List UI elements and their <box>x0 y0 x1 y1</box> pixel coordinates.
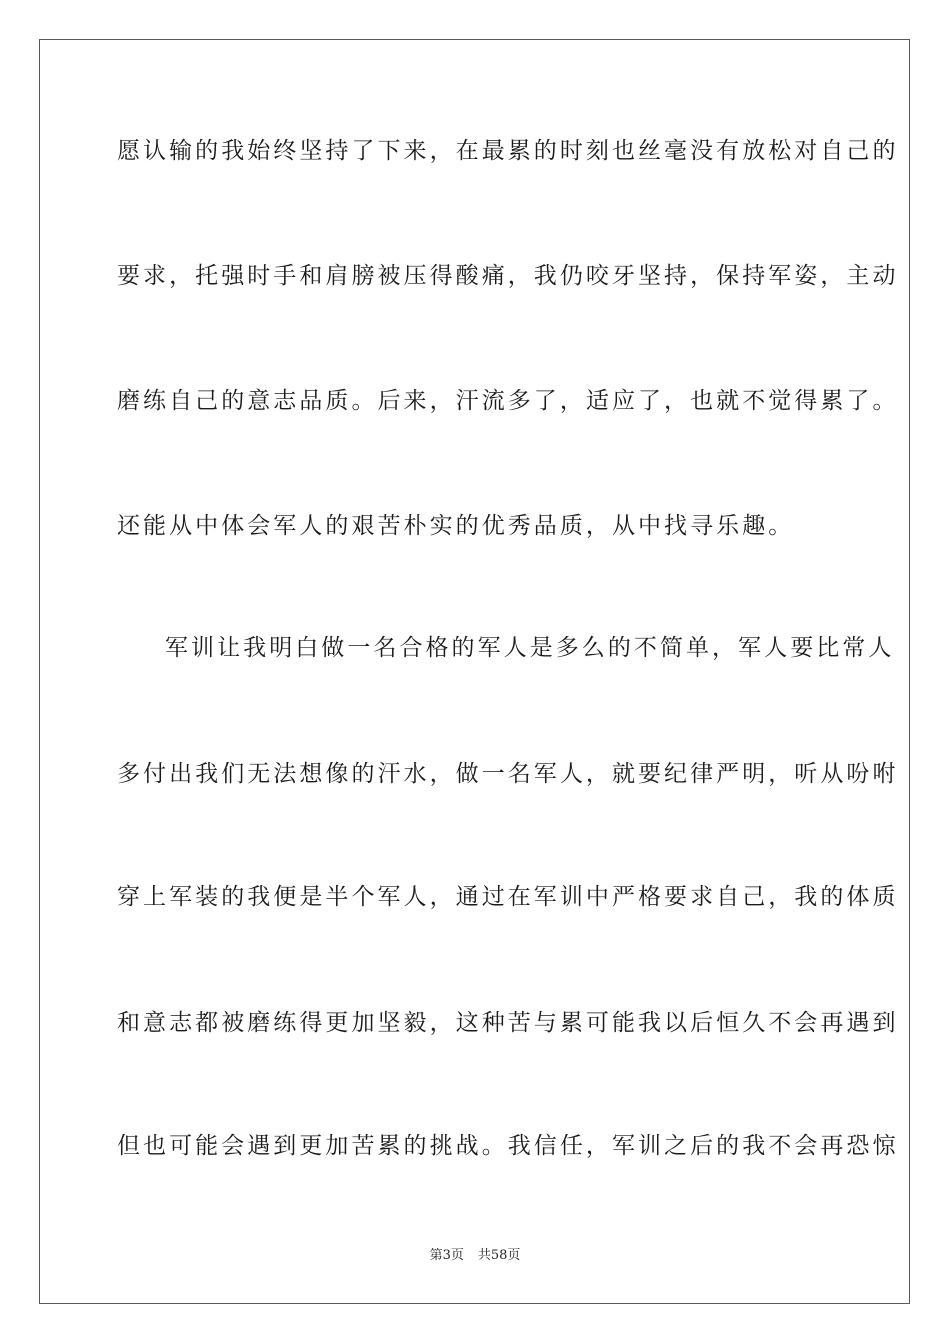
text-line: 还能从中体会军人的艰苦朴实的优秀品质，从中找寻乐趣。 <box>117 513 795 539</box>
text-line: 磨练自己的意志品质。后来，汗流多了，适应了，也就不觉得累了。 <box>117 388 899 414</box>
text-line: 和意志都被磨练得更加坚毅，这种苦与累可能我以后恒久不会再遇到 <box>117 1010 899 1036</box>
text-line: 但也可能会遇到更加苦累的挑战。我信任，军训之后的我不会再恐惊 <box>117 1133 899 1159</box>
text-line: 要求，托强时手和肩膀被压得酸痛，我仍咬牙坚持，保持军姿，主动 <box>117 263 899 289</box>
text-line: 穿上军装的我便是半个军人，通过在军训中严格要求自己，我的体质 <box>117 884 899 910</box>
page-border <box>39 39 910 1304</box>
page-total: 共58页 <box>477 1248 521 1263</box>
page-number: 第3页 <box>429 1248 464 1263</box>
page-footer <box>0 1247 950 1265</box>
text-line: 多付出我们无法想像的汗水，做一名军人，就要纪律严明，听从吩咐 <box>117 761 899 787</box>
paragraph-first-line: 军训让我明白做一名合格的军人是多么的不简单，军人要比常人 <box>165 635 895 661</box>
text-line: 愿认输的我始终坚持了下来，在最累的时刻也丝毫没有放松对自己的 <box>117 138 899 164</box>
